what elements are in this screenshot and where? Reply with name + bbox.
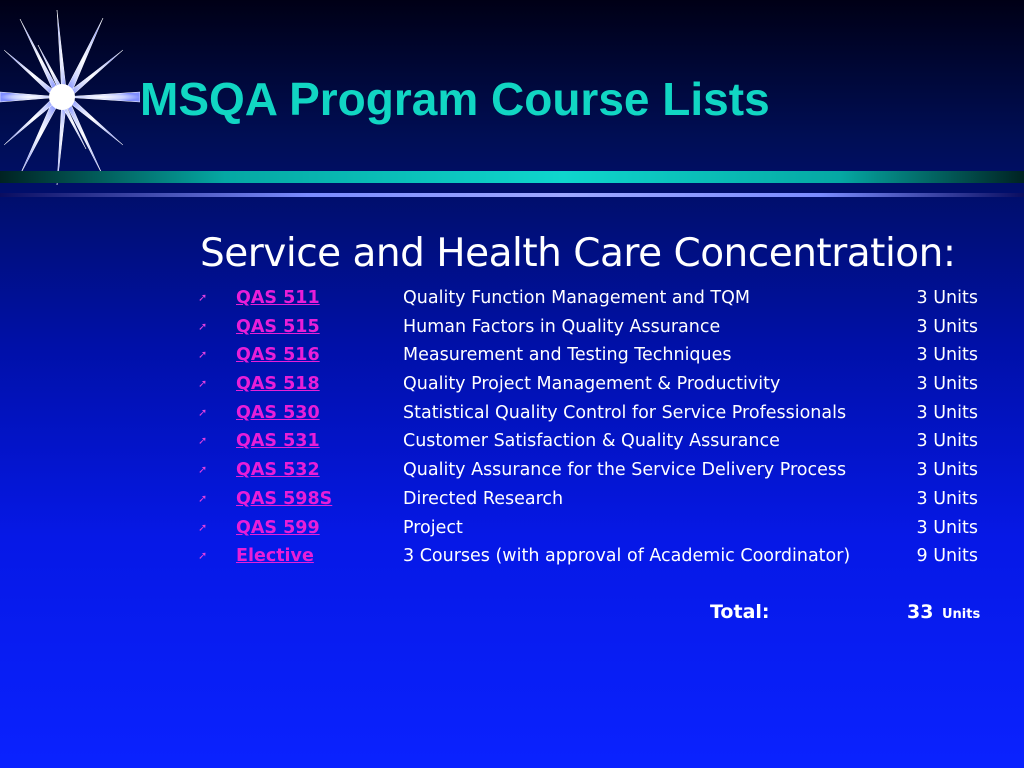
course-units: 3 Units — [916, 460, 978, 481]
bullet-arrow-icon: ➚ — [198, 549, 208, 563]
course-code-link[interactable]: Elective — [236, 546, 314, 567]
bullet-arrow-icon: ➚ — [198, 291, 208, 304]
course-units: 3 Units — [916, 431, 978, 452]
course-title: Customer Satisfaction & Quality Assurance — [403, 431, 780, 452]
course-title: Quality Assurance for the Service Delivery Process — [403, 460, 847, 481]
course-row — [198, 457, 988, 486]
course-title: Human Factors in Quality Assurance — [403, 316, 721, 337]
bullet-arrow-icon: ➚ — [198, 319, 208, 333]
course-units: 9 Units — [916, 546, 978, 567]
course-row — [198, 342, 988, 371]
title-divider-line — [0, 193, 1024, 197]
course-units: 3 Units — [916, 488, 978, 509]
course-row — [198, 400, 988, 429]
course-units: 3 Units — [916, 288, 978, 308]
course-units: 3 Units — [916, 402, 978, 423]
course-code-link[interactable]: QAS 599 — [236, 517, 320, 538]
total-unit: Units — [942, 607, 981, 622]
course-units: 3 Units — [916, 374, 978, 395]
course-row — [198, 486, 988, 515]
course-list — [198, 285, 988, 572]
bullet-arrow-icon: ➚ — [198, 348, 208, 362]
bullet-arrow-icon: ➚ — [198, 377, 208, 391]
total-value: 33 — [907, 601, 934, 623]
course-row — [198, 543, 988, 572]
course-title: Directed Research — [403, 488, 564, 509]
course-row — [198, 314, 988, 343]
course-title: Quality Project Management & Productivity — [403, 374, 781, 395]
course-title: Statistical Quality Control for Service Professionals — [403, 402, 847, 423]
title-divider-bar — [0, 171, 1024, 183]
course-title: Measurement and Testing Techniques — [403, 345, 732, 366]
course-units: 3 Units — [916, 345, 978, 366]
bullet-arrow-icon: ➚ — [198, 434, 208, 448]
course-code-link[interactable]: QAS 532 — [236, 460, 320, 481]
course-units: 3 Units — [916, 517, 978, 538]
bullet-arrow-icon: ➚ — [198, 405, 208, 419]
course-row — [198, 428, 988, 457]
starburst-icon — [0, 5, 140, 185]
course-row — [198, 515, 988, 544]
course-code-link[interactable]: QAS 518 — [236, 374, 320, 395]
course-row — [198, 285, 988, 314]
total-label: Total: — [710, 601, 770, 623]
course-code-link[interactable]: QAS 530 — [236, 402, 320, 423]
course-code-link[interactable]: QAS 531 — [236, 431, 320, 452]
concentration-heading: Service and Health Care Concentration: — [200, 231, 956, 276]
slide-title: MSQA Program Course Lists — [140, 73, 770, 125]
course-code-link[interactable]: QAS 515 — [236, 316, 320, 337]
bullet-arrow-icon: ➚ — [198, 491, 208, 505]
bullet-arrow-icon: ➚ — [198, 520, 208, 534]
course-title: 3 Courses (with approval of Academic Coordinator) — [403, 546, 851, 567]
bullet-arrow-icon: ➚ — [198, 463, 208, 477]
course-title: Quality Function Management and TQM — [403, 288, 750, 308]
course-units: 3 Units — [916, 316, 978, 337]
course-code-link[interactable]: QAS 516 — [236, 345, 320, 366]
course-row — [198, 371, 988, 400]
course-code-link[interactable]: QAS 511 — [236, 288, 320, 308]
course-code-link[interactable]: QAS 598S — [236, 488, 333, 509]
course-title: Project — [403, 517, 463, 538]
